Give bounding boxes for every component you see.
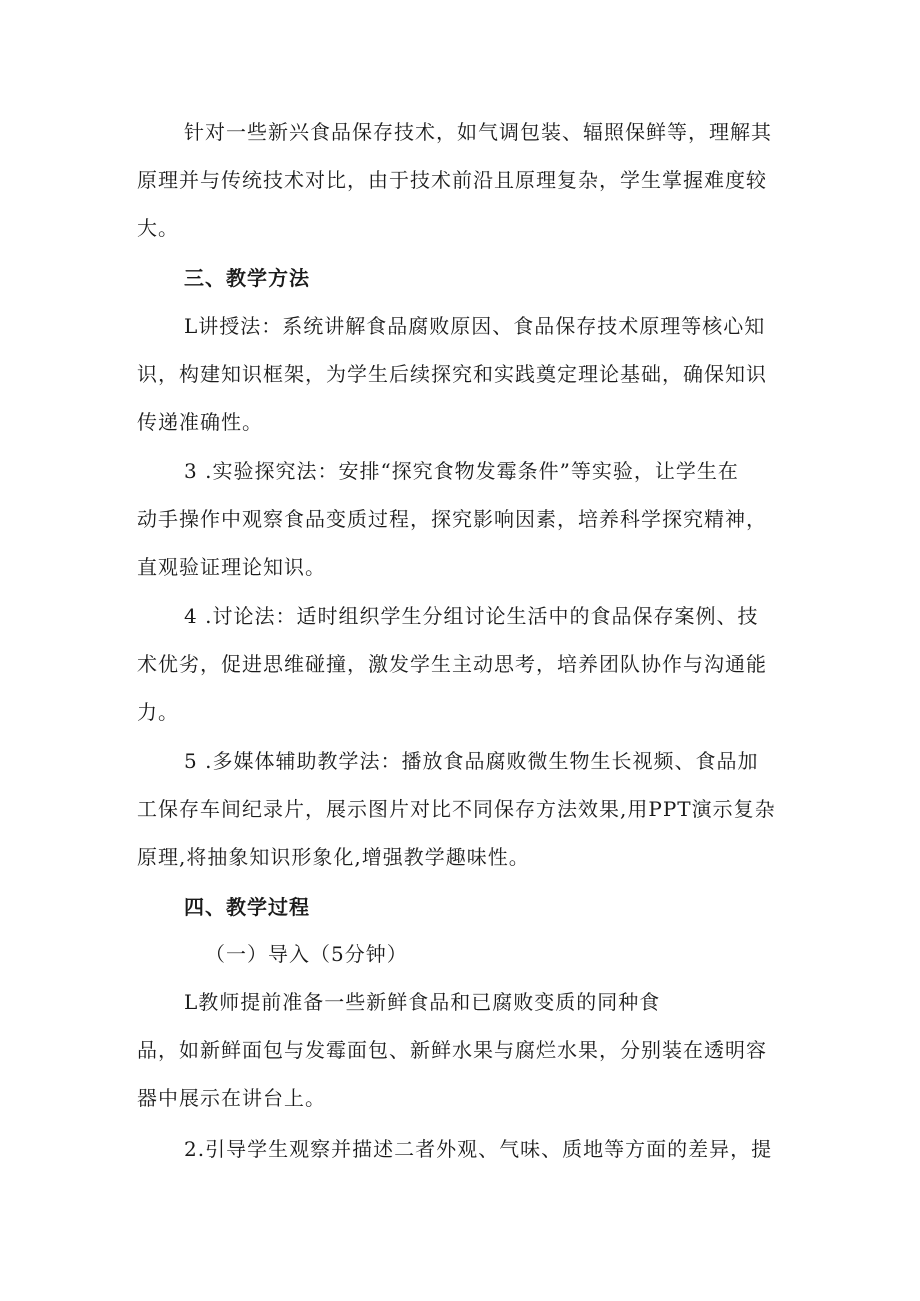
paragraph-line: 传递准确性。 [137, 410, 263, 434]
paragraph-line: 原理,将抽象知识形象化,增强教学趣味性。 [137, 845, 530, 869]
paragraph-line: 大。 [137, 216, 179, 240]
paragraph-line: 原理并与传统技术对比，由于技术前沿且原理复杂，学生掌握难度较 [137, 168, 767, 192]
paragraph-line: L教师提前准备一些新鲜食品和已腐败变质的同种食 [184, 990, 661, 1014]
paragraph-line: 直观验证理论知识。 [137, 555, 326, 579]
paragraph-line: 识，构建知识框架，为学生后续探究和实践奠定理论基础，确保知识 [137, 362, 767, 386]
paragraph-line: 2.引导学生观察并描述二者外观、气味、质地等方面的差异，提 [184, 1137, 773, 1161]
section-heading: 四、教学过程 [184, 895, 310, 919]
paragraph-line: 5 .多媒体辅助教学法：播放食品腐败微生物生长视频、食品加 [184, 749, 759, 773]
paragraph-line: 品，如新鲜面包与发霉面包、新鲜水果与腐烂水果，分别装在透明容 [137, 1038, 767, 1062]
paragraph-line: L讲授法：系统讲解食品腐败原因、食品保存技术原理等核心知 [184, 314, 766, 338]
paragraph-line: 动手操作中观察食品变质过程，探究影响因素，培养科学探究精神， [137, 507, 767, 531]
paragraph-line: 4 .讨论法：适时组织学生分组讨论生活中的食品保存案例、技 [184, 604, 759, 628]
paragraph-line: 术优劣，促进思维碰撞，激发学生主动思考，培养团队协作与沟通能 [137, 652, 767, 676]
paragraph-line: 工保存车间纪录片，展示图片对比不同保存方法效果,用PPT演示复杂 [137, 797, 776, 821]
paragraph-line: 3 .实验探究法：安排“探究食物发霉条件”等实验，让学生在 [184, 459, 739, 483]
section-heading: 三、教学方法 [184, 266, 310, 290]
subsection-heading: （一）导入（5分钟） [205, 942, 408, 966]
paragraph-line: 器中展示在讲台上。 [137, 1086, 326, 1110]
paragraph-line: 针对一些新兴食品保存技术，如气调包装、辐照保鲜等，理解其 [184, 120, 772, 144]
paragraph-line: 力。 [137, 700, 179, 724]
